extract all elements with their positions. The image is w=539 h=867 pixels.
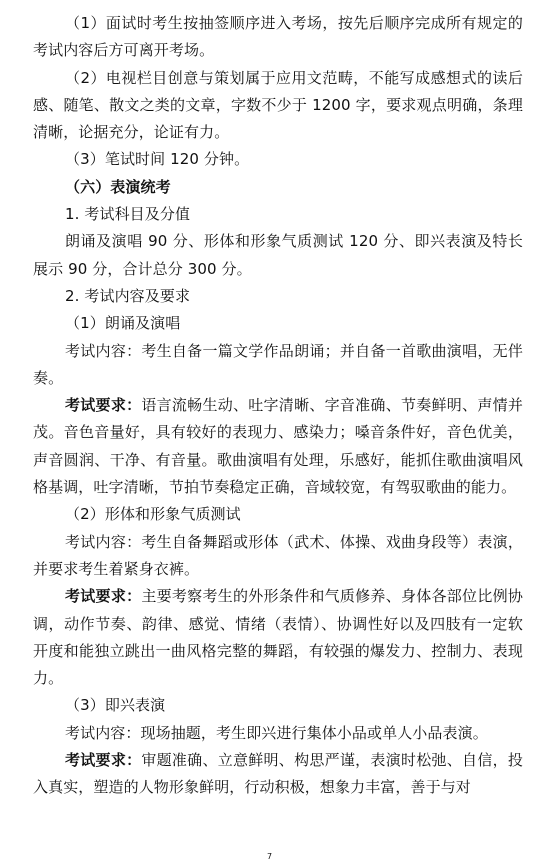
paragraph-text: 1. 考试科目及分值 — [65, 205, 191, 224]
section-heading-text: （六）表演统考 — [65, 177, 171, 196]
bold-lead: 考试要求： — [65, 587, 142, 606]
paragraph — [33, 392, 523, 501]
bold-lead: 考试要求： — [65, 751, 142, 770]
paragraph-text: 考试内容：考生自备一篇文学作品朗诵；并自备一首歌曲演唱，无伴奏。 — [33, 341, 523, 387]
section-heading — [33, 174, 523, 201]
paragraph-text: （2）电视栏目创意与策划属于应用文范畴，不能写成感想式的读后感、随笔、散文之类的文章，字数不少于 1200 字，要求观点明确，条理清晰，论据充分，论证有力。 — [33, 68, 523, 142]
paragraph — [33, 146, 523, 173]
paragraph — [33, 228, 523, 283]
paragraph — [33, 201, 523, 228]
paragraph-text: （1）面试时考生按抽签顺序进入考场，按先后顺序完成所有规定的考试内容后方可离开考场。 — [33, 14, 523, 60]
paragraph-text: 考试内容：现场抽题，考生即兴进行集体小品或单人小品表演。 — [65, 723, 488, 742]
paragraph — [33, 10, 523, 65]
paragraph-text: 考试内容：考生自备舞蹈或形体（武术、体操、戏曲身段等）表演，并要求考生着紧身衣裤。 — [33, 532, 523, 578]
paragraph — [33, 501, 523, 528]
paragraph-text: 语言流畅生动、吐字清晰、字音准确、节奏鲜明、声情并茂。音色音量好，具有较好的表现力、感染力；嗓音条件好，音色优美，声音圆润、干净、有音量。歌曲演唱有处理，乐感好，能抓住歌曲演唱风格基调，吐字清晰，节拍节奏稳定正确，音域较宽，有驾驭歌曲的能力。 — [33, 396, 523, 497]
document-body — [33, 10, 523, 802]
paragraph — [33, 65, 523, 147]
paragraph — [33, 747, 523, 802]
paragraph — [33, 720, 523, 747]
page-number: 7 — [266, 852, 273, 861]
paragraph — [33, 692, 523, 719]
paragraph-text: （3）笔试时间 120 分钟。 — [65, 150, 250, 169]
paragraph-text: 2. 考试内容及要求 — [65, 286, 191, 305]
paragraph — [33, 583, 523, 692]
bold-lead: 考试要求： — [65, 396, 142, 415]
paragraph — [33, 310, 523, 337]
paragraph — [33, 283, 523, 310]
paragraph — [33, 529, 523, 584]
paragraph-text: （1）朗诵及演唱 — [65, 314, 181, 333]
paragraph-text: （3）即兴表演 — [65, 696, 166, 715]
paragraph-text: 主要考察考生的外形条件和气质修养、身体各部位比例协调，动作节奏、韵律、感觉、情绪（表情）、协调性好以及四肢有一定软开度和能独立跳出一曲风格完整的舞蹈，有较强的爆发力、控制力、表现力。 — [33, 587, 523, 688]
paragraph-text: 朗诵及演唱 90 分、形体和形象气质测试 120 分、即兴表演及特长展示 90 分，合计总分 300 分。 — [33, 232, 523, 278]
paragraph-text: （2）形体和形象气质测试 — [65, 505, 241, 524]
paragraph — [33, 338, 523, 393]
paragraph-text: 审题准确、立意鲜明、构思严谨，表演时松弛、自信，投入真实，塑造的人物形象鲜明，行动积极，想象力丰富，善于与对 — [33, 751, 523, 797]
